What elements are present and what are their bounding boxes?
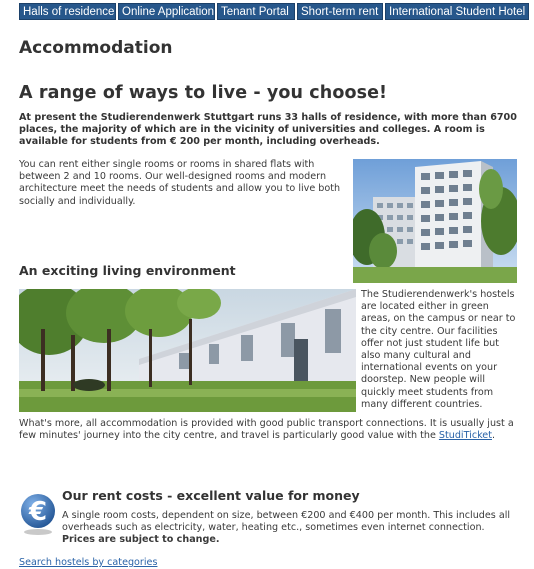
footer — [19, 557, 157, 569]
transport-text: What's more, all accommodation is provided with good public transport connections. It is usually just a few minutes' journey into the city centre, and travel is particularly good value with the — [19, 418, 514, 442]
tab-online-application[interactable]: Online Application — [118, 3, 215, 20]
studiticket-link[interactable]: StudiTicket — [438, 430, 492, 442]
tab-halls-of-residence[interactable]: Halls of residence — [19, 3, 116, 20]
top-navigation — [19, 3, 529, 20]
rent-heading: Our rent costs - excellent value for money — [62, 488, 360, 503]
rent-paragraph — [62, 510, 520, 547]
tab-short-term-rent[interactable]: Short-term rent — [297, 3, 383, 20]
svg-text:€: € — [28, 497, 48, 527]
living-heading: An exciting living environment — [19, 263, 236, 278]
tab-international-student-hotel[interactable]: International Student Hotel — [385, 3, 529, 20]
courtyard-photo — [19, 289, 356, 412]
rent-text: A single room costs, dependent on size, between €200 and €400 per month. This includes all overheads such as electricity, water, heating etc., sometimes even internet connection. — [62, 510, 511, 534]
headline: A range of ways to live - you choose! — [19, 83, 388, 103]
tab-tenant-portal[interactable]: Tenant Portal — [217, 3, 295, 20]
rent-price-note: Prices are subject to change. — [62, 534, 220, 546]
transport-end: . — [491, 430, 496, 442]
search-hostels-link[interactable]: Search hostels by categories — [19, 557, 158, 568]
rooms-paragraph: You can rent either single rooms or rooms in shared flats with between 2 and 10 rooms. Our well-designed rooms and modern architecture meet the needs of students and allow you to live both socially and individually. — [19, 159, 341, 207]
euro-icon — [20, 491, 56, 535]
transport-paragraph — [19, 418, 519, 442]
building-photo — [353, 159, 517, 283]
intro-paragraph: At present the Studierendenwerk Stuttgart runs 33 halls of residence, with more than 6700 places, the majority of which are in the vicinity of universities and colleges. A room is available for students from € 200 per month, including overheads. — [19, 112, 517, 148]
page-title: Accommodation — [19, 38, 173, 58]
living-side-text: The Studierendenwerk's hostels are located either in green areas, on the campus or near to the city centre. Our facilities offer not just student life but also many cultural and international events on your doorstep. New people will quickly meet students from many different countries. — [361, 289, 516, 410]
